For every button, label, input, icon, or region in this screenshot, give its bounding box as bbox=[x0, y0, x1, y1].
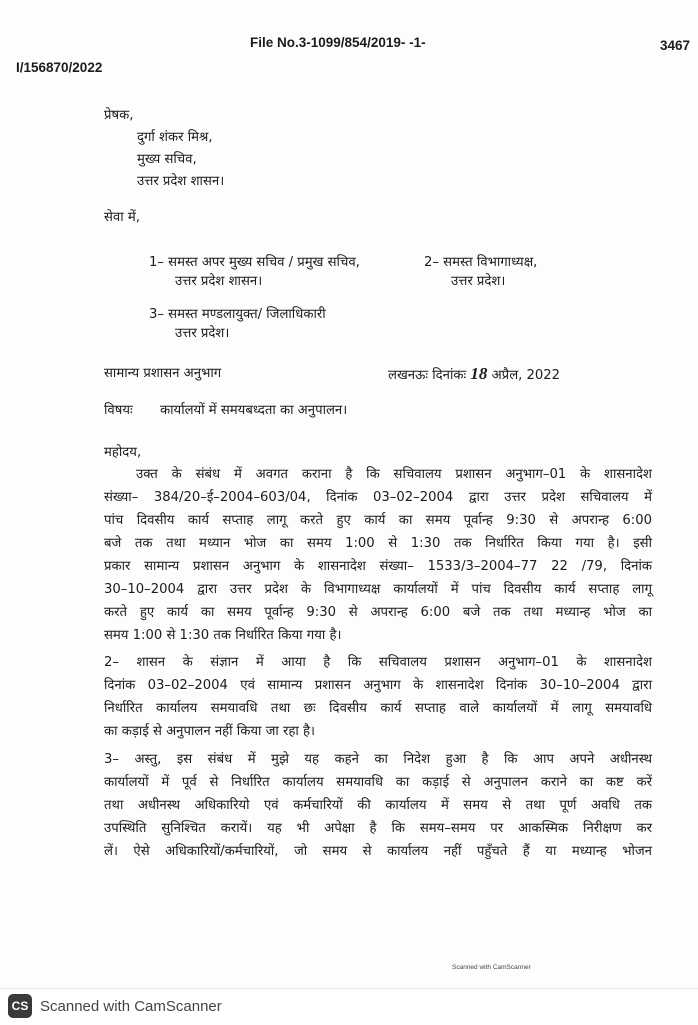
scanner-footer bbox=[0, 988, 698, 1025]
paragraph-line: समय 1:00 से 1:30 तक निर्धारित किया गया है। bbox=[104, 628, 342, 643]
scanner-footer-text: Scanned with CamScanner bbox=[40, 998, 222, 1015]
paragraph-line: संख्या– 384/20–ई–2004–603/04, दिनांक 03–02–2004 द्वारा उत्तर प्रदेश सचिवालय में bbox=[104, 490, 652, 505]
recipient-2-line1: 2– समस्त विभागाध्यक्ष, bbox=[424, 255, 538, 270]
recipient-1-line2: उत्तर प्रदेश शासन। bbox=[175, 274, 263, 289]
paragraph-line: 2– शासन के संज्ञान में आया है कि सचिवालय प्रशासन अनुभाग–01 के शासनादेश bbox=[104, 655, 652, 670]
date-rest: अप्रैल, 2022 bbox=[491, 368, 561, 383]
paragraph-line: पांच दिवसीय कार्य सप्ताह लागू करते हुए कार्य का समय पूर्वान्ह 9:30 से अपरान्ह 6:00 bbox=[104, 513, 652, 528]
department-name: सामान्य प्रशासन अनुभाग bbox=[104, 366, 222, 381]
paragraph-2 bbox=[104, 651, 652, 743]
reference-number: I/156870/2022 bbox=[16, 60, 103, 75]
place-date bbox=[388, 366, 560, 384]
paragraph-line: उपस्थिति सुनिश्चित करायें। यह भी अपेक्षा है कि समय–समय पर आकस्मिक निरीक्षण कर bbox=[104, 821, 652, 836]
paragraph-line: निर्धारित कार्यालय समयावधि तथा छः दिवसीय कार्य सप्ताह वाले कार्यालयों में लागू समयावधि bbox=[104, 701, 652, 716]
paragraph-line: तथा अधीनस्थ अधिकारियो एवं कर्मचारियों की कार्यालय में समय से तथा पूर्ण अवधि तक bbox=[104, 798, 652, 813]
date-day: 18 bbox=[470, 364, 488, 383]
paragraph-line: का कड़ाई से अनुपालन नहीं किया जा रहा है। bbox=[104, 724, 315, 739]
recipient-1-line1: 1– समस्त अपर मुख्य सचिव / प्रमुख सचिव, bbox=[149, 255, 360, 270]
file-number: File No.3-1099/854/2019- -1- bbox=[250, 35, 426, 50]
paragraph-line: प्रकार सामान्य प्रशासन अनुभाग के शासनादेश संख्या– 1533/3–2004–77 22 /79, दिनांक bbox=[104, 559, 652, 574]
paragraph-line: कार्यालयों में पूर्व से निर्धारित कार्यालय समयावधि का कड़ाई से अनुपालन कराने का कष्ट करें bbox=[104, 775, 652, 790]
paragraph-line: उक्त के संबंध में अवगत कराना है कि सचिवालय प्रशासन अनुभाग–01 के शासनादेश bbox=[136, 467, 652, 482]
paragraph-line: लें। ऐसे अधिकारियों/कर्मचारियों, जो समय से कार्यालय नहीं पहुँचते हैं या मध्यान्ह भोजन bbox=[104, 844, 652, 859]
recipient-2-line2: उत्तर प्रदेश। bbox=[451, 274, 506, 289]
paragraph-line: 30–10–2004 द्वारा उत्तर प्रदेश के विभागाध्यक्ष कार्यालयों में पांच दिवसीय कार्य सप्ताह लागू bbox=[104, 582, 652, 597]
paragraph-line: बजे तक तथा मध्यान भोज का समय 1:00 से 1:30 तक निर्धारित किया गया है। इसी bbox=[104, 536, 652, 551]
recipients-label: सेवा में, bbox=[104, 210, 140, 225]
recipient-3-line1: 3– समस्त मण्डलायुक्त/ जिलाधिकारी bbox=[149, 307, 326, 322]
place-date-prefix: लखनऊः दिनांकः bbox=[388, 368, 467, 383]
paragraph-line: 3– अस्तु, इस संबंध में मुझे यह कहने का निदेश हुआ है कि आप अपने अधीनस्थ bbox=[104, 752, 652, 767]
paragraph-line: करते हुए कार्य का समय पूर्वान्ह 9:30 से अपरान्ह 6:00 बजे तक तथा मध्यान्ह भोज का bbox=[104, 605, 652, 620]
salutation: महोदय, bbox=[104, 445, 142, 460]
sender-designation: मुख्य सचिव, bbox=[137, 152, 197, 167]
sender-label: प्रेषक, bbox=[104, 108, 134, 123]
subject-label: विषयः bbox=[104, 403, 133, 418]
scanner-watermark-small: Scanned with CamScanner bbox=[452, 964, 531, 971]
sender-office: उत्तर प्रदेश शासन। bbox=[137, 174, 225, 189]
recipient-3-line2: उत्तर प्रदेश। bbox=[175, 326, 230, 341]
paragraph-1 bbox=[104, 463, 652, 647]
camscanner-logo-icon: CS bbox=[8, 994, 32, 1018]
sender-name: दुर्गा शंकर मिश्र, bbox=[137, 130, 213, 145]
paragraph-line: दिनांक 03–02–2004 एवं सामान्य प्रशासन अनुभाग के शासनादेश दिनांक 30–10–2004 द्वारा bbox=[104, 678, 652, 693]
subject-text: कार्यालयों में समयबध्दता का अनुपालन। bbox=[160, 403, 348, 418]
page-stamp: 3467 bbox=[660, 38, 691, 53]
paragraph-3 bbox=[104, 748, 652, 863]
